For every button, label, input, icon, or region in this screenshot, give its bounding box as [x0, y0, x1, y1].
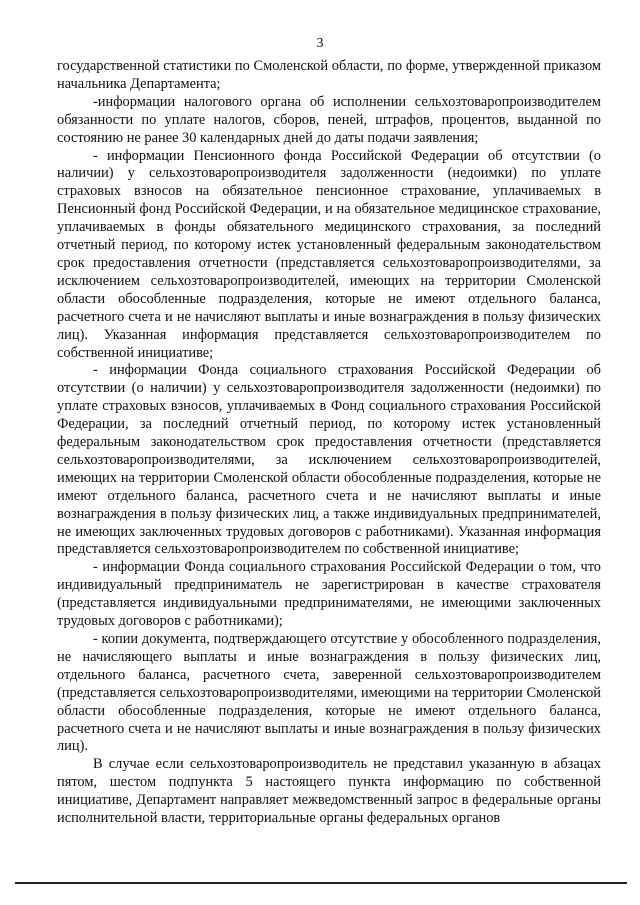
paragraph-tax-info: -информации налогового органа об исполнении сельхозтоваропроизводителем обязанности по уплате налогов, сборов, пеней, штрафов, процентов, выданной по состоянию не ранее 30 календарных дней до даты подачи заявления;	[57, 93, 601, 146]
bottom-rule	[15, 882, 627, 884]
paragraph-document-copy: - копии документа, подтверждающего отсутствие у обособленного подразделения, не начисляющего выплаты и иные вознаграждения в пользу физических лиц, отдельного баланса, расчетного счета, заверенной сельхозтоваропроизводителем (представляется сельхозтоваропроизводителями, имеющими на территории Смоленской области обособленные подразделения, которые не имеют отдельного баланса, расчетного счета и не начисляют выплаты и иные вознаграждения в пользу физических лиц).	[57, 631, 601, 755]
paragraph-entrepreneur-info: - информации Фонда социального страхования Российской Федерации о том, что индивидуальный предприниматель не зарегистрирован в качестве страхователя (представляется индивидуальными предпринимателями, не имеющими заключенных трудовых договоров с работниками);	[57, 559, 601, 630]
paragraph-pension-fund-info: - информации Пенсионного фонда Российской Федерации об отсутствии (о наличии) у сельхозтоваропроизводителя задолженности (недоимки) по уплате страховых взносов на обязательное пенсионное страхование, уплачиваемых в Пенсионный фонд Российской Федерации, и на обязательное медицинское страхование, уплачиваемых в фонды обязательного медицинского страхования, за последний отчетный период, по которому истек установленный федеральным законодательством срок предоставления отчетности (представляется сельхозтоваропроизводителями, за исключением сельхозтоваропроизводителей, имеющих на территории Смоленской области обособленные подразделения, которые не имеют отдельного баланса, расчетного счета и не начисляют выплаты и иные вознаграждения в пользу физических лиц). Указанная информация представляется сельхозтоваропроизводителем по собственной инициативе;	[57, 147, 601, 361]
page-number: 3	[316, 36, 324, 51]
paragraph-continuation: государственной статистики по Смоленской области, по форме, утвержденной приказом начальника Департамента;	[57, 58, 601, 92]
paragraph-interagency-request: В случае если сельхозтоваропроизводитель не представил указанную в абзацах пятом, шестом подпункта 5 настоящего пункта информацию по собственной инициативе, Департамент направляет межведомственный запрос в федеральные органы исполнительной власти, территориальные органы федеральных органов	[57, 756, 601, 827]
document-body	[57, 58, 601, 828]
paragraph-social-insurance-info: - информации Фонда социального страхования Российской Федерации об отсутствии (о наличии) у сельхозтоваропроизводителя задолженности (недоимки) по уплате страховых взносов, уплачиваемых в Фонд социального страхования Российской Федерации, за последний отчетный период, по которому истек установленный федеральным законодательством срок предоставления отчетности (представляется сельхозтоваропроизводителями, за исключением сельхозтоваропроизводителей, имеющих на территории Смоленской области обособленные подразделения, которые не имеют отдельного баланса, расчетного счета и не начисляют выплаты и иные вознаграждения в пользу физических лиц, а также индивидуальных предпринимателей, не имеющих заключенных трудовых договоров с работниками). Указанная информация представляется сельхозтоваропроизводителем по собственной инициативе;	[57, 362, 601, 558]
